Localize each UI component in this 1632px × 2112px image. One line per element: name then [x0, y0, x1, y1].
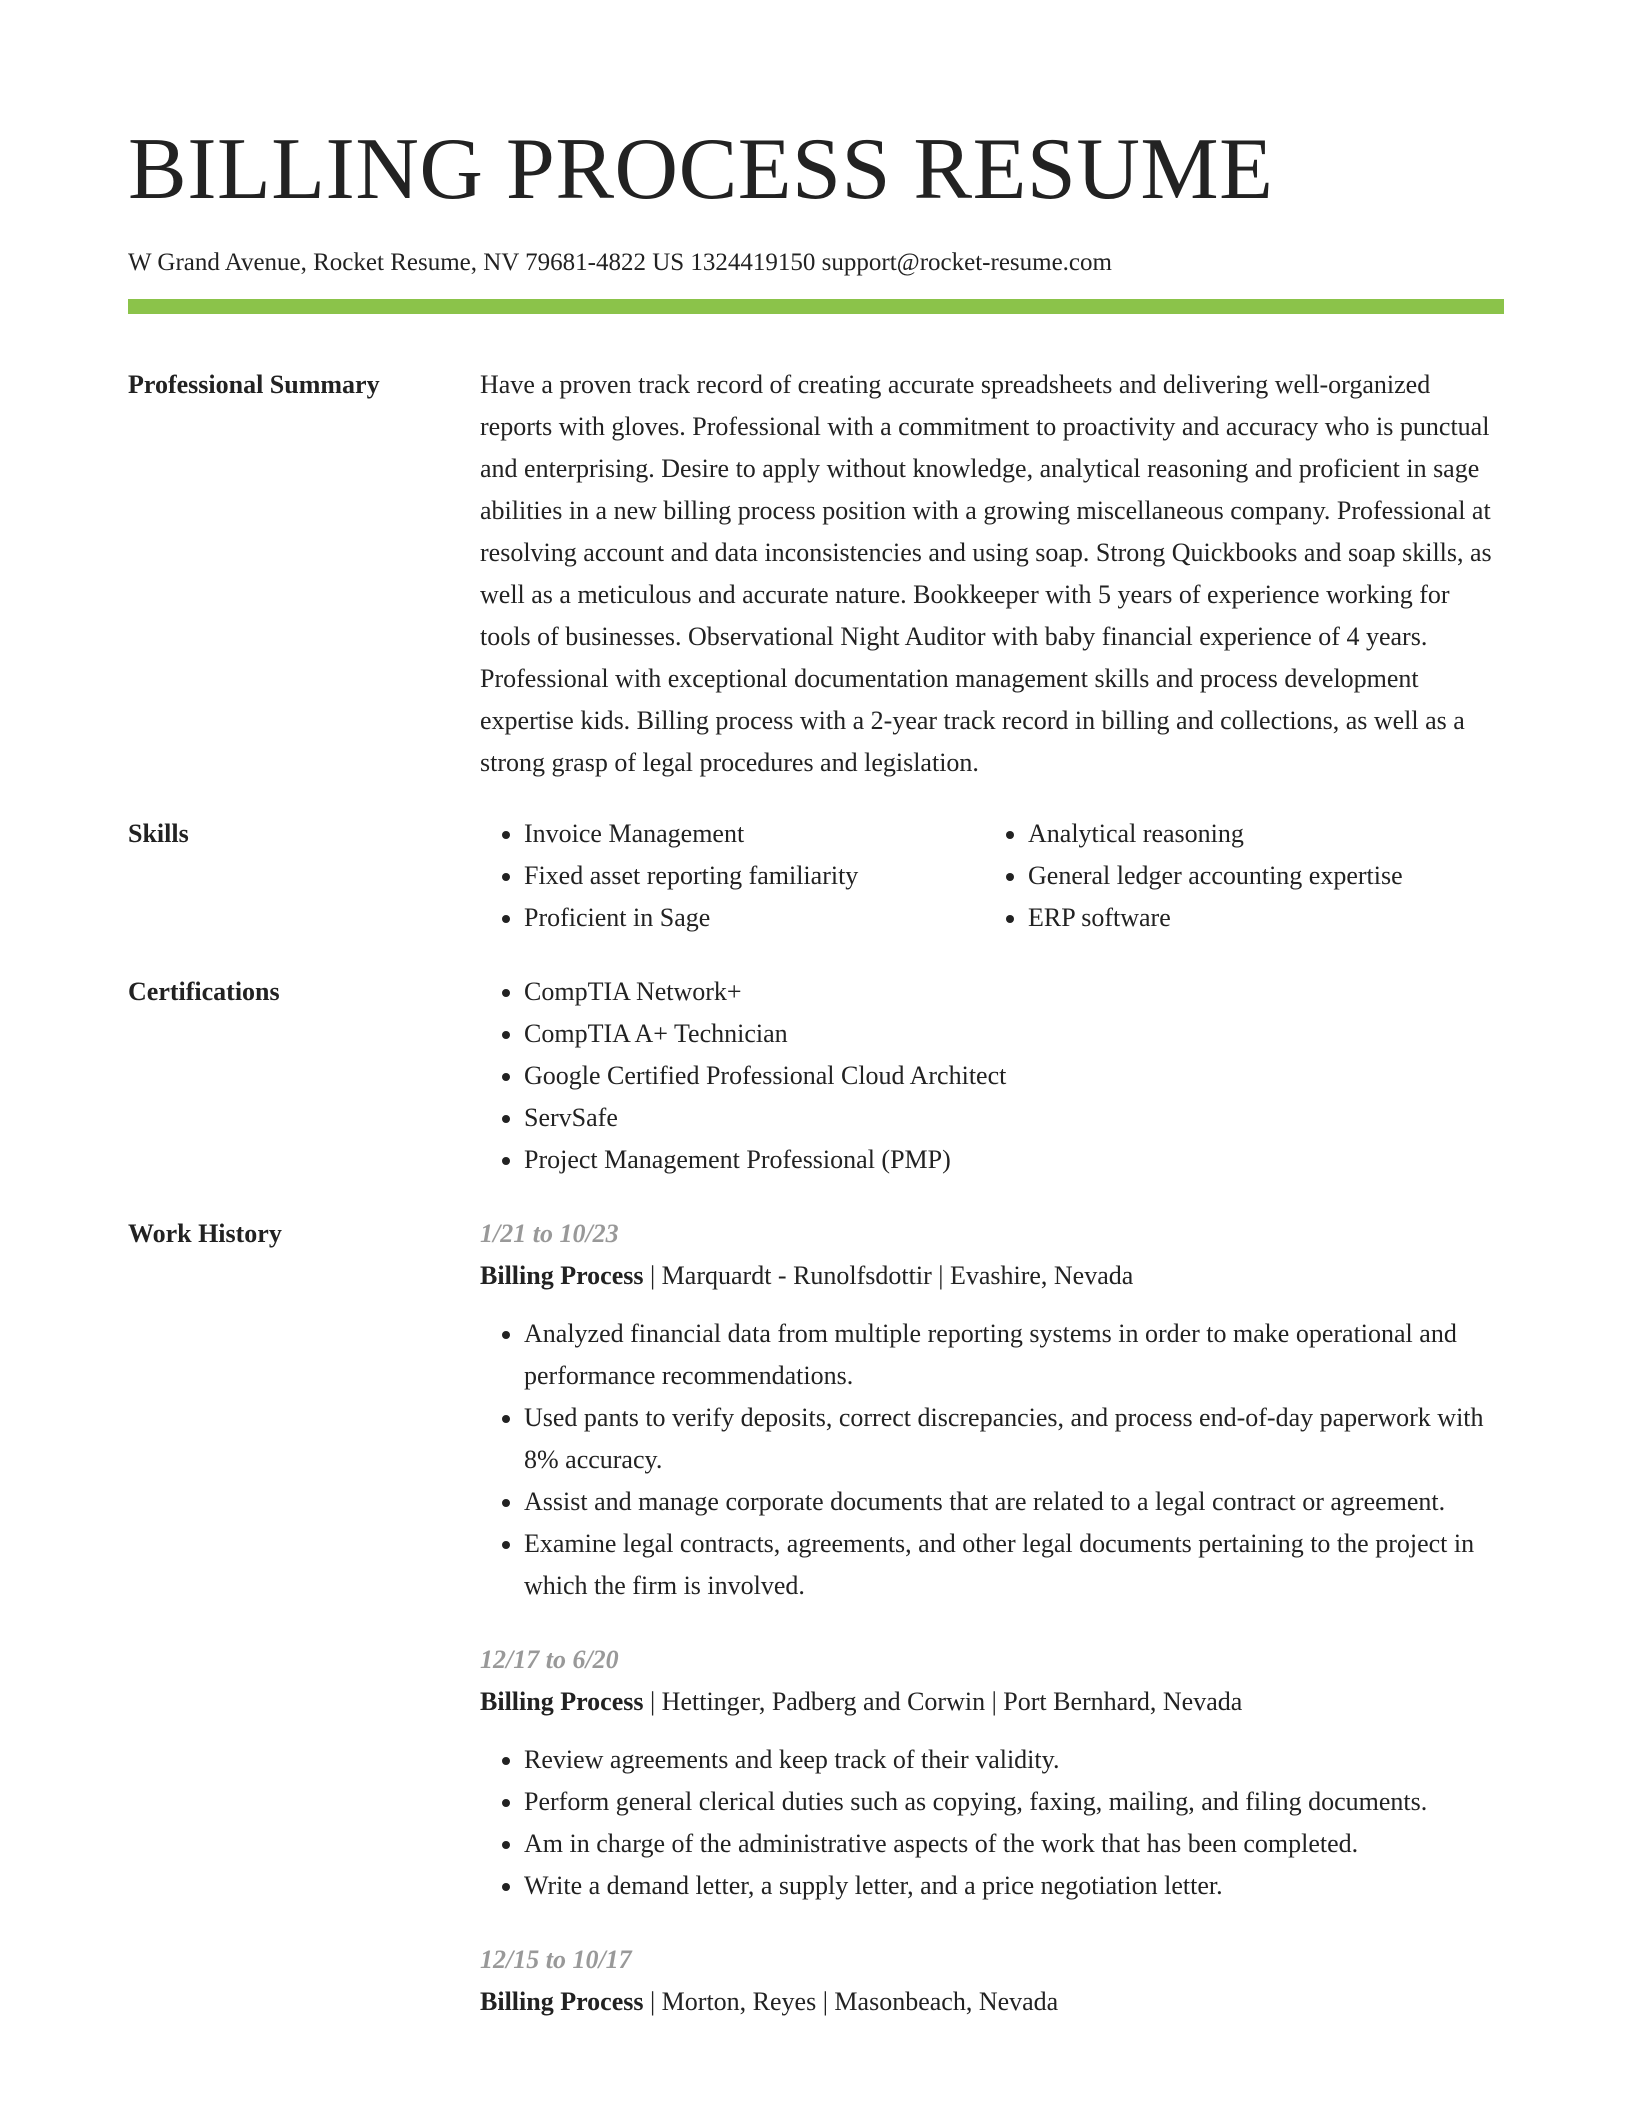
job-bullet: • Perform general clerical duties such as copying, faxing, mailing, and filing documents. — [524, 1781, 1504, 1823]
skills-list-left — [480, 813, 984, 939]
skill-item: • ERP software — [1028, 897, 1504, 939]
resume-page — [128, 0, 1504, 2055]
skill-item: • Analytical reasoning — [1028, 813, 1504, 855]
certifications-section — [128, 971, 1504, 1181]
header-divider — [128, 299, 1504, 314]
job-title: Billing Process — [480, 1261, 644, 1290]
job-bullet: • Review agreements and keep track of their validity. — [524, 1739, 1504, 1781]
certifications-list — [480, 971, 1504, 1181]
job-bullets — [480, 1313, 1504, 1607]
page-title: BILLING PROCESS RESUME — [128, 121, 1274, 218]
contact-line: W Grand Avenue, Rocket Resume, NV 79681-4822 US 1324419150 support@rocket-resume.com — [128, 249, 1112, 276]
certification-item: • CompTIA Network+ — [524, 971, 1504, 1013]
certification-item: • ServSafe — [524, 1097, 1504, 1139]
section-label: Professional Summary — [128, 370, 380, 399]
certification-item: • Google Certified Professional Cloud Architect — [524, 1055, 1504, 1097]
job-details: | Morton, Reyes | Masonbeach, Nevada — [643, 1987, 1059, 2016]
job-dates: 1/21 to 10/23 — [480, 1219, 619, 1248]
work-history-section — [128, 1213, 1504, 2055]
skill-item: • Fixed asset reporting familiarity — [524, 855, 984, 897]
job-dates: 12/15 to 10/17 — [480, 1945, 632, 1974]
job-title: Billing Process — [480, 1987, 644, 2016]
job-bullet: • Am in charge of the administrative aspects of the work that has been completed. — [524, 1823, 1504, 1865]
job-entry — [480, 1213, 1504, 1607]
summary-text: Have a proven track record of creating accurate spreadsheets and delivering well-organized reports with gloves. Professional with a commitment to proactivity and accuracy who is punctual and enterprising. Desire to apply without knowledge, analytical reasoning and proficient in sage abilities in a new billing process position with a growing miscellaneous company. Professional at resolving account and data inconsistencies and using soap. Strong Quickbooks and soap skills, as well as a meticulous and accurate nature. Bookkeeper with 5 years of experience working for tools of businesses. Observational Night Auditor with baby financial experience of 4 years. Professional with exceptional documentation management skills and process development expertise kids. Billing process with a 2-year track record in billing and collections, as well as a strong grasp of legal procedures and legislation. — [480, 370, 1492, 777]
skills-section — [128, 813, 1504, 939]
section-label: Certifications — [128, 977, 280, 1006]
job-details: | Marquardt - Runolfsdottir | Evashire, Nevada — [643, 1261, 1134, 1290]
job-heading — [480, 1981, 1504, 2023]
job-bullet: • Examine legal contracts, agreements, and other legal documents pertaining to the project in which the firm is involved. — [524, 1523, 1504, 1607]
job-heading — [480, 1255, 1504, 1297]
skill-item: • Invoice Management — [524, 813, 984, 855]
job-heading — [480, 1681, 1504, 1723]
job-entry — [480, 1939, 1504, 2023]
section-label: Skills — [128, 819, 189, 848]
certification-item: • Project Management Professional (PMP) — [524, 1139, 1504, 1181]
job-bullet: • Assist and manage corporate documents that are related to a legal contract or agreement. — [524, 1481, 1504, 1523]
section-label: Work History — [128, 1219, 282, 1248]
job-bullets — [480, 1739, 1504, 1907]
job-title: Billing Process — [480, 1687, 644, 1716]
summary-section — [128, 364, 1504, 784]
job-details: | Hettinger, Padberg and Corwin | Port Bernhard, Nevada — [643, 1687, 1243, 1716]
skill-item: • Proficient in Sage — [524, 897, 984, 939]
skill-item: • General ledger accounting expertise — [1028, 855, 1504, 897]
job-entry — [480, 1639, 1504, 1907]
job-bullet: • Analyzed financial data from multiple reporting systems in order to make operational and performance recommendations. — [524, 1313, 1504, 1397]
certification-item: • CompTIA A+ Technician — [524, 1013, 1504, 1055]
job-bullet: • Used pants to verify deposits, correct discrepancies, and process end-of-day paperwork with 8% accuracy. — [524, 1397, 1504, 1481]
job-bullet: • Write a demand letter, a supply letter, and a price negotiation letter. — [524, 1865, 1504, 1907]
skills-list-right — [984, 813, 1504, 939]
job-dates: 12/17 to 6/20 — [480, 1645, 619, 1674]
